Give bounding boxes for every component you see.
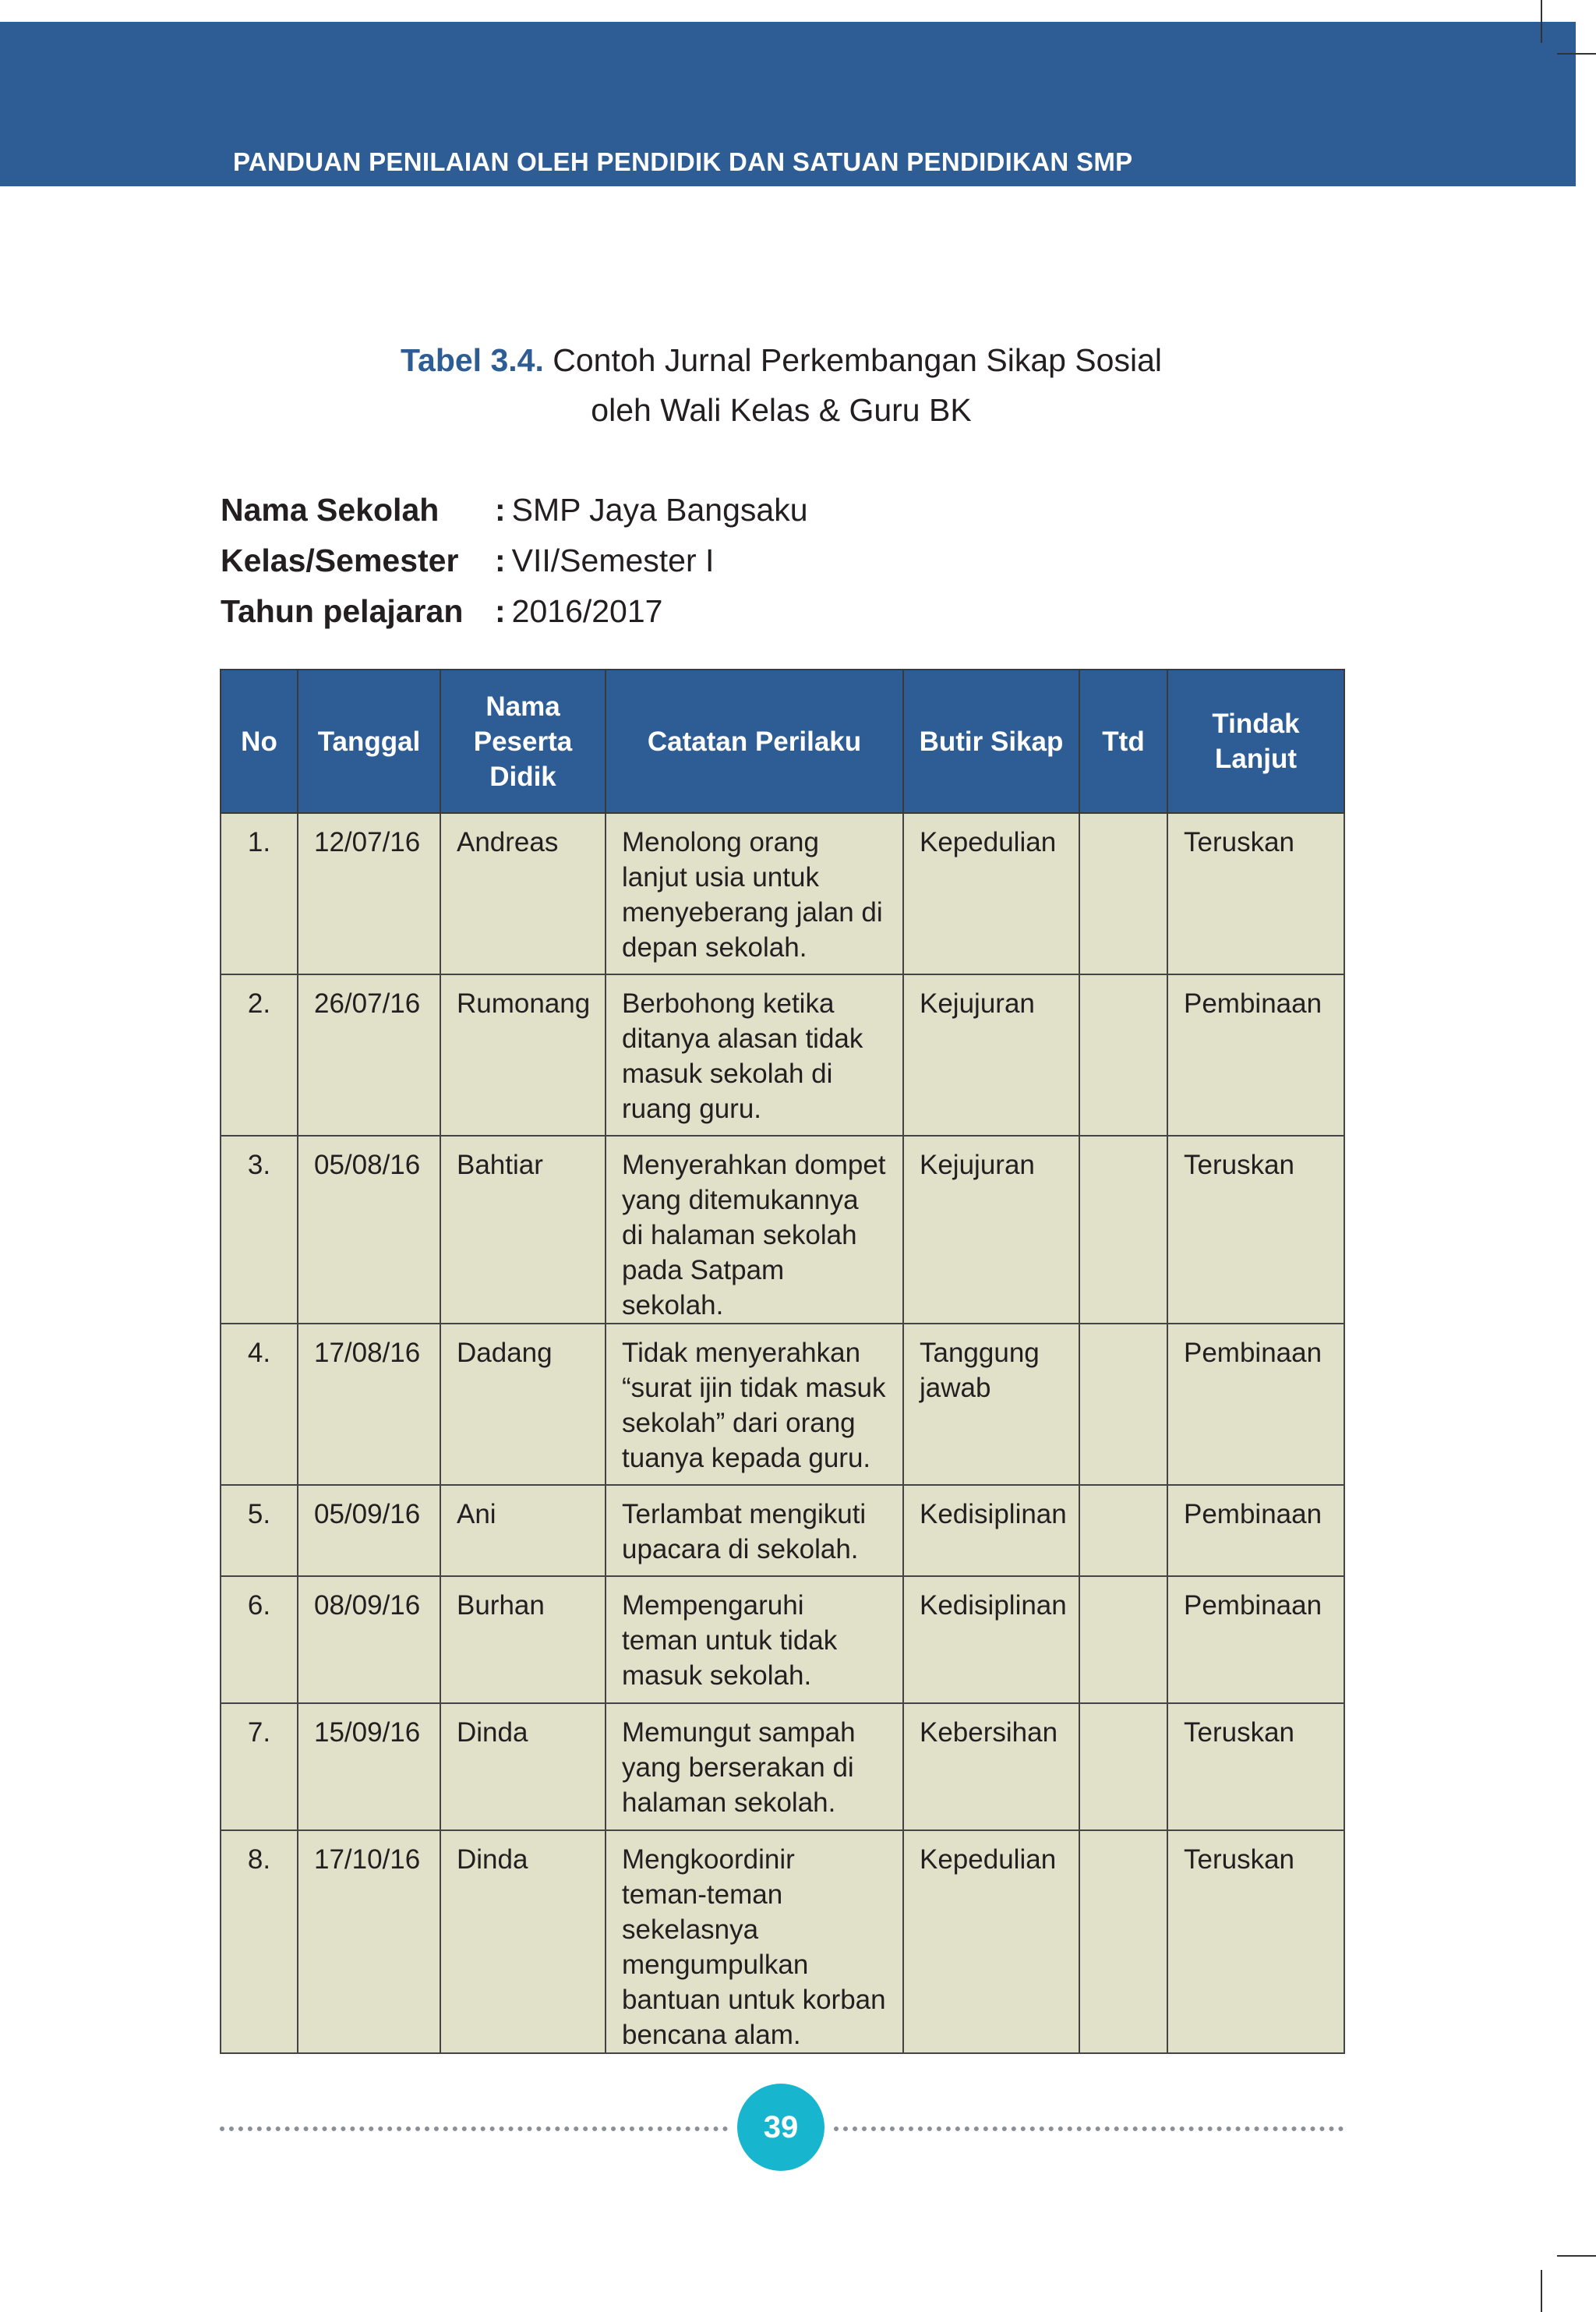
info-value: SMP Jaya Bangsaku <box>511 492 808 528</box>
crop-mark <box>1557 2255 1596 2257</box>
cell-no: 5. <box>221 1485 298 1576</box>
table-header-row <box>221 670 1344 813</box>
cell-ttd <box>1079 1830 1167 2053</box>
cell-ttd <box>1079 1576 1167 1703</box>
info-value: VII/Semester I <box>511 543 715 578</box>
cell-no: 7. <box>221 1703 298 1830</box>
cell-ttd <box>1079 1485 1167 1576</box>
cell-nama: Dadang <box>440 1324 606 1485</box>
cell-tanggal: 05/09/16 <box>298 1485 440 1576</box>
cell-tanggal: 05/08/16 <box>298 1136 440 1324</box>
cell-catatan: Mempengaruhi teman untuk tidak masuk sekolah. <box>606 1576 903 1703</box>
cell-catatan: Berbohong ketika ditanya alasan tidak masuk sekolah di ruang guru. <box>606 974 903 1136</box>
cell-catatan: Terlambat mengikuti upacara di sekolah. <box>606 1485 903 1576</box>
cell-nama: Rumonang <box>440 974 606 1136</box>
cell-tindak: Teruskan <box>1167 1703 1344 1830</box>
cell-no: 2. <box>221 974 298 1136</box>
table-row <box>221 974 1344 1136</box>
cell-tanggal: 12/07/16 <box>298 813 440 974</box>
cell-ttd <box>1079 1136 1167 1324</box>
cell-tindak: Pembinaan <box>1167 1576 1344 1703</box>
cell-nama: Ani <box>440 1485 606 1576</box>
cell-nama: Dinda <box>440 1703 606 1830</box>
cell-no: 4. <box>221 1324 298 1485</box>
cell-tindak: Pembinaan <box>1167 1324 1344 1485</box>
info-colon: : <box>495 492 506 528</box>
cell-tanggal: 15/09/16 <box>298 1703 440 1830</box>
table-caption <box>0 335 1562 435</box>
table-row <box>221 1576 1344 1703</box>
cell-nama: Andreas <box>440 813 606 974</box>
cell-tanggal: 17/08/16 <box>298 1324 440 1485</box>
cell-nama: Burhan <box>440 1576 606 1703</box>
cell-nama: Dinda <box>440 1830 606 2053</box>
running-title: PANDUAN PENILAIAN OLEH PENDIDIK DAN SATUAN PENDIDIKAN SMP <box>233 147 1133 176</box>
info-row-class <box>221 536 808 586</box>
header-tanggal: Tanggal <box>298 670 440 813</box>
cell-ttd <box>1079 813 1167 974</box>
crop-mark <box>1557 53 1596 55</box>
footer-dots-right <box>834 2126 1344 2131</box>
info-row-year <box>221 586 808 637</box>
cell-tindak: Teruskan <box>1167 813 1344 974</box>
table-row <box>221 1703 1344 1830</box>
cell-catatan: Mengkoordinir teman-teman sekelasnya mengumpulkan bantuan untuk korban bencana alam. <box>606 1830 903 2053</box>
cell-tindak: Pembinaan <box>1167 974 1344 1136</box>
table-row <box>221 1485 1344 1576</box>
cell-catatan: Tidak menyerahkan “surat ijin tidak masuk sekolah” dari orang tuanya kepada guru. <box>606 1324 903 1485</box>
crop-mark <box>1541 0 1542 43</box>
info-key: Nama Sekolah <box>221 492 440 528</box>
cell-no: 1. <box>221 813 298 974</box>
header-no: No <box>221 670 298 813</box>
cell-tanggal: 08/09/16 <box>298 1576 440 1703</box>
header-ttd: Ttd <box>1079 670 1167 813</box>
header-catatan: Catatan Perilaku <box>606 670 903 813</box>
caption-line-2: oleh Wali Kelas & Guru BK <box>591 392 972 428</box>
crop-mark <box>1541 2270 1542 2312</box>
info-colon: : <box>495 543 506 578</box>
cell-no: 6. <box>221 1576 298 1703</box>
cell-butir: Kejujuran <box>903 1136 1079 1324</box>
cell-tindak: Teruskan <box>1167 1830 1344 2053</box>
journal-table <box>220 669 1345 2054</box>
header-butir: Butir Sikap <box>903 670 1079 813</box>
cell-no: 3. <box>221 1136 298 1324</box>
info-value: 2016/2017 <box>511 593 663 629</box>
header-band <box>0 22 1576 186</box>
cell-butir: Tanggung jawab <box>903 1324 1079 1485</box>
cell-ttd <box>1079 1324 1167 1485</box>
info-colon: : <box>495 593 506 629</box>
cell-tanggal: 17/10/16 <box>298 1830 440 2053</box>
cell-butir: Kepedulian <box>903 1830 1079 2053</box>
cell-catatan: Memungut sampah yang berserakan di halaman sekolah. <box>606 1703 903 1830</box>
cell-butir: Kedisiplinan <box>903 1576 1079 1703</box>
header-tindak: Tindak Lanjut <box>1167 670 1344 813</box>
cell-tindak: Pembinaan <box>1167 1485 1344 1576</box>
caption-line-1: Contoh Jurnal Perkembangan Sikap Sosial <box>543 342 1162 378</box>
cell-tindak: Teruskan <box>1167 1136 1344 1324</box>
cell-tanggal: 26/07/16 <box>298 974 440 1136</box>
cell-ttd <box>1079 1703 1167 1830</box>
school-info <box>221 485 808 637</box>
cell-butir: Kebersihan <box>903 1703 1079 1830</box>
table-row <box>221 1830 1344 2053</box>
page-number-badge: 39 <box>737 2084 824 2171</box>
cell-butir: Kejujuran <box>903 974 1079 1136</box>
table-row <box>221 1324 1344 1485</box>
cell-butir: Kedisiplinan <box>903 1485 1079 1576</box>
header-nama: Nama Peserta Didik <box>440 670 606 813</box>
footer-dots-left <box>220 2126 728 2131</box>
info-key: Tahun pelajaran <box>221 593 464 629</box>
table-row <box>221 1136 1344 1324</box>
cell-ttd <box>1079 974 1167 1136</box>
info-row-school <box>221 485 808 536</box>
info-key: Kelas/Semester <box>221 543 459 578</box>
cell-no: 8. <box>221 1830 298 2053</box>
table-row <box>221 813 1344 974</box>
cell-catatan: Menyerahkan dompet yang ditemukannya di halaman sekolah pada Satpam sekolah. <box>606 1136 903 1324</box>
caption-label: Tabel 3.4. <box>401 342 544 378</box>
cell-catatan: Menolong orang lanjut usia untuk menyeberang jalan di depan sekolah. <box>606 813 903 974</box>
cell-nama: Bahtiar <box>440 1136 606 1324</box>
cell-butir: Kepedulian <box>903 813 1079 974</box>
